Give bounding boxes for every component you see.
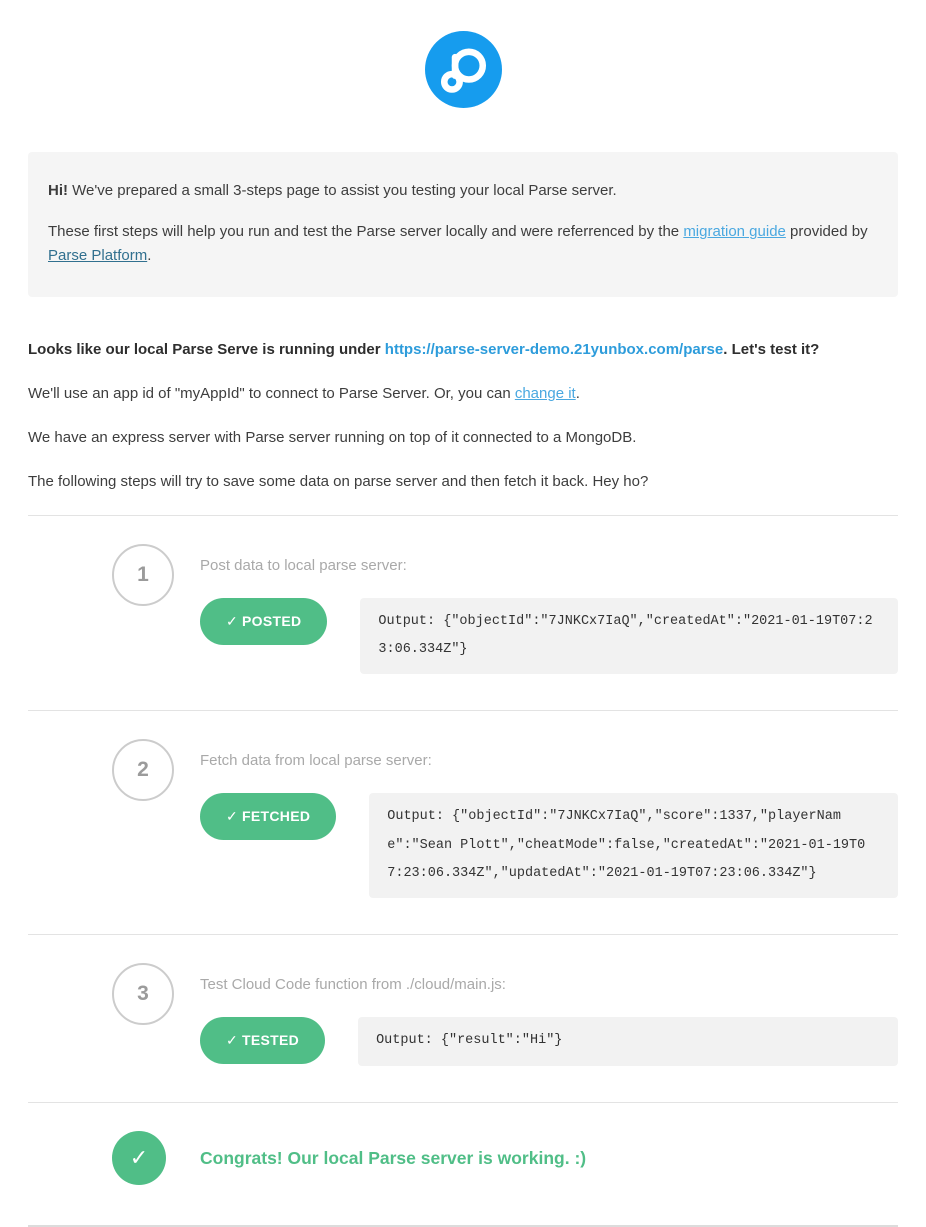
check-icon: ✓: [226, 1032, 239, 1049]
step-1-number-column: [28, 544, 200, 675]
step-1-badge: [112, 544, 174, 606]
step-fetch: [28, 711, 898, 934]
parse-test-page: [28, 0, 898, 1227]
step-1-number: 1: [137, 562, 149, 586]
tested-button-label: TESTED: [242, 1032, 300, 1049]
step-1-row: [200, 598, 898, 675]
status-section: [28, 339, 898, 492]
step-3-badge: [112, 963, 174, 1025]
intro-text-2c: .: [147, 246, 152, 264]
change-app-id-link[interactable]: change it: [514, 384, 576, 402]
intro-text-2b: provided by: [785, 223, 868, 241]
congrats-badge-column: [28, 1131, 200, 1185]
step-test-cloud-code: [28, 935, 898, 1101]
step-3-number-column: [28, 963, 200, 1065]
parse-logo-icon: [425, 31, 502, 108]
step-2-number: 2: [137, 758, 149, 782]
step-2-output: Output: {"objectId":"7JNKCx7IaQ","score":1337,"playerName":"Sean Plott","cheatMode":false,"createdAt":"2021-01-19T07:23:06.334Z","updatedAt":"2021-01-19T07:23:06.334Z"}: [369, 793, 898, 898]
logo-container: [28, 0, 898, 108]
step-1-label: Post data to local parse server:: [200, 556, 407, 574]
intro-panel: [28, 152, 898, 297]
server-url-link[interactable]: https://parse-server-demo.21yunbox.com/parse: [384, 340, 724, 358]
tested-button[interactable]: [200, 1017, 325, 1064]
intro-paragraph-1: [48, 179, 878, 202]
congrats-message: Congrats! Our local Parse server is working. :): [200, 1147, 587, 1168]
step-3-label: Test Cloud Code function from ./cloud/main.js:: [200, 976, 506, 994]
intro-paragraph-2: [48, 220, 878, 267]
server-status-line: [28, 339, 898, 360]
status-text-1a: Looks like our local Parse Serve is running under: [28, 340, 385, 358]
step-post: [28, 516, 898, 711]
steps-intro-line: The following steps will try to save some data on parse server and then fetch it back. Hey ho?: [28, 472, 649, 490]
app-id-line: [28, 383, 898, 404]
intro-text-1: We've prepared a small 3-steps page to assist you testing your local Parse server.: [68, 182, 617, 199]
step-2-label: Fetch data from local parse server:: [200, 752, 432, 770]
success-check-icon: [112, 1131, 166, 1185]
status-text-2a: We'll use an app id of "myAppId" to connect to Parse Server. Or, you can: [28, 384, 515, 402]
posted-button-label: POSTED: [242, 612, 302, 629]
intro-text-2a: These first steps will help you run and test the Parse server locally and were referrenced by the: [48, 223, 684, 241]
step-1-content: [200, 544, 898, 675]
check-icon: ✓: [129, 1144, 149, 1170]
step-2-content: [200, 739, 898, 898]
migration-guide-link[interactable]: migration guide: [683, 223, 786, 241]
step-3-row: [200, 1017, 898, 1065]
congrats-section: [28, 1103, 898, 1225]
intro-greeting: Hi!: [48, 182, 68, 199]
express-server-line: We have an express server with Parse server running on top of it connected to a MongoDB.: [28, 428, 637, 446]
step-3-content: [200, 963, 898, 1065]
status-text-2b: .: [575, 384, 580, 402]
step-3-number: 3: [137, 982, 149, 1006]
step-2-row: [200, 793, 898, 898]
step-2-badge: [112, 739, 174, 801]
posted-button[interactable]: [200, 598, 327, 645]
parse-platform-link[interactable]: Parse Platform: [48, 246, 148, 264]
check-icon: ✓: [226, 808, 239, 825]
step-1-output: Output: {"objectId":"7JNKCx7IaQ","createdAt":"2021-01-19T07:23:06.334Z"}: [360, 598, 898, 675]
fetched-button-label: FETCHED: [242, 808, 311, 825]
check-icon: ✓: [226, 612, 239, 629]
step-2-number-column: [28, 739, 200, 898]
step-3-output: Output: {"result":"Hi"}: [358, 1017, 898, 1065]
status-text-1b: . Let's test it?: [723, 340, 820, 358]
fetched-button[interactable]: [200, 793, 336, 840]
